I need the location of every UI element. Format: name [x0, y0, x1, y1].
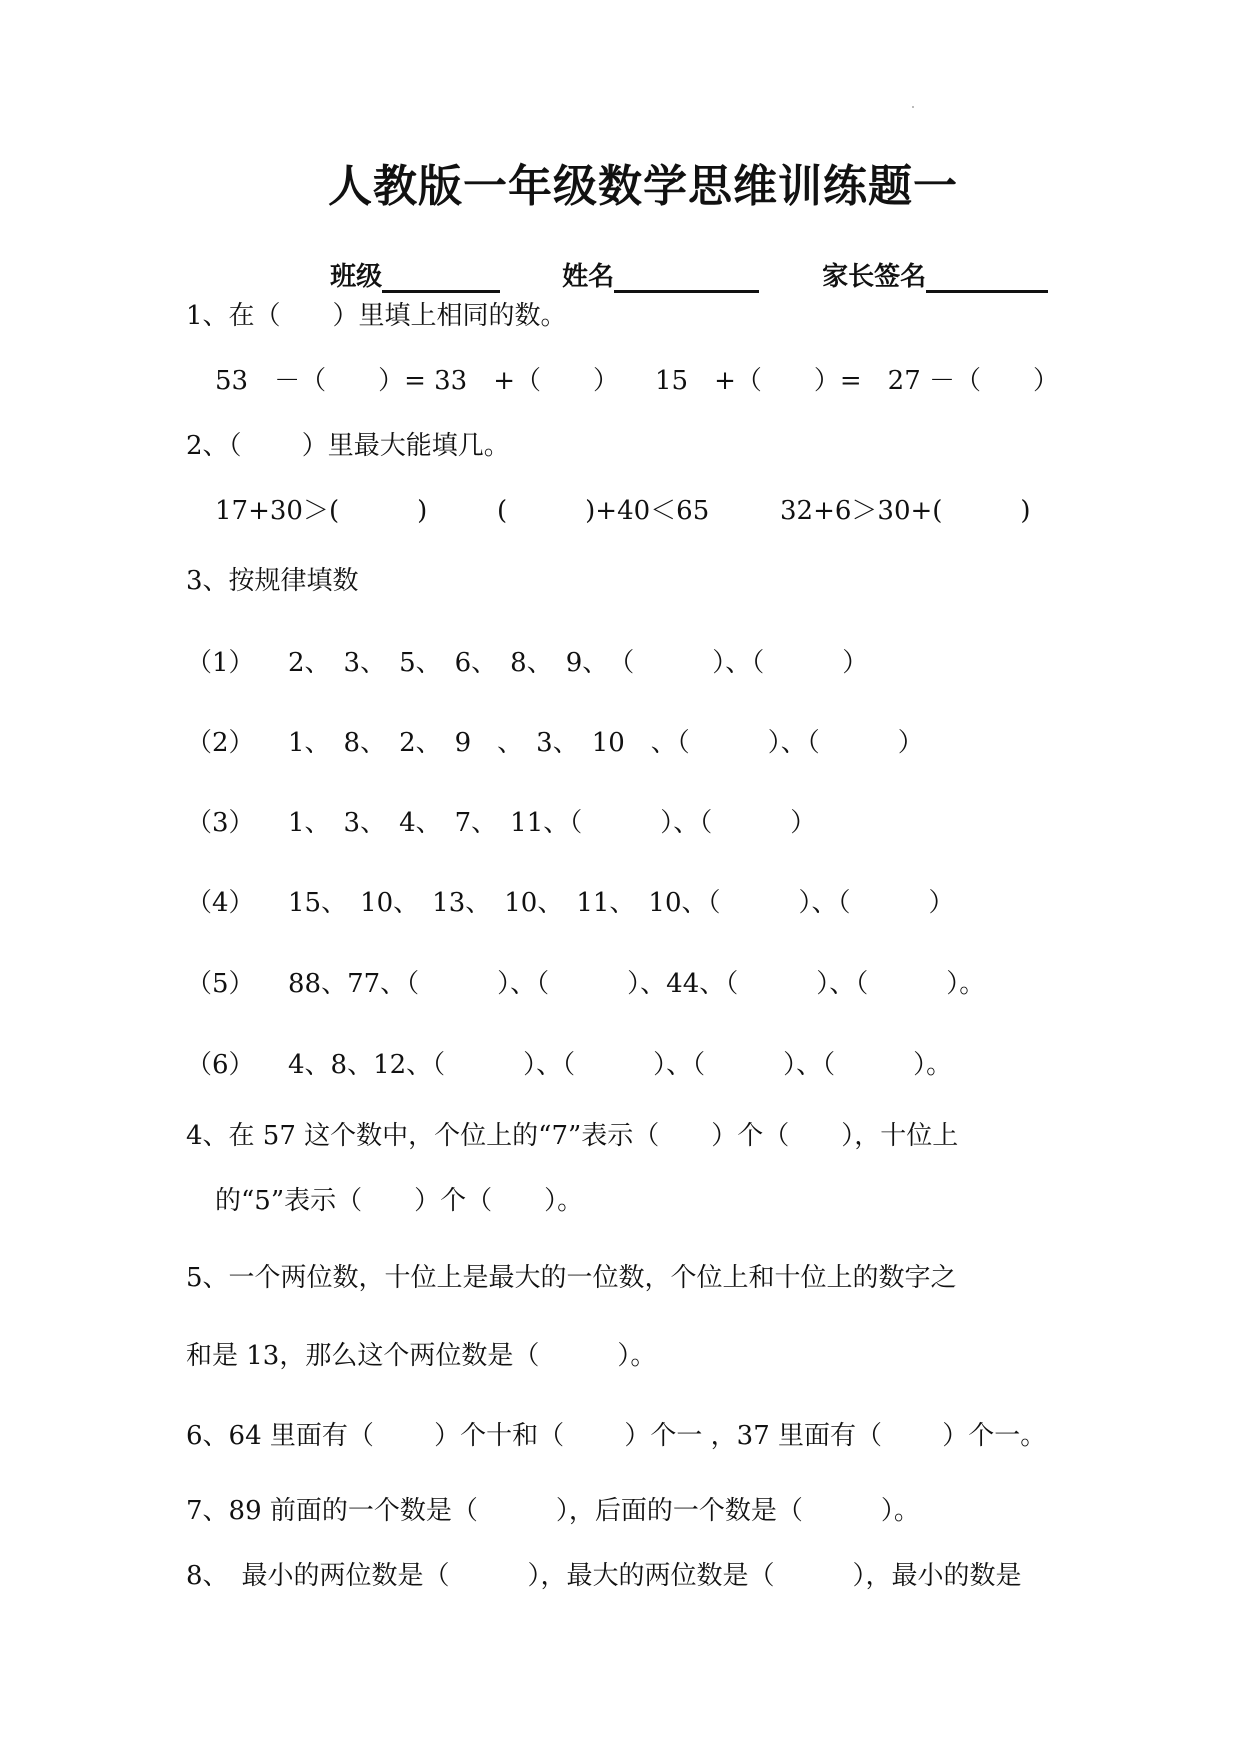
- sequence-row: 1、 3、 4、 7、 11、（ ）、（ ）: [288, 808, 817, 838]
- scan-speck: [912, 106, 914, 108]
- name-field: [544, 226, 759, 293]
- question-2: 2、（ ）里最大能填几。: [186, 431, 510, 461]
- sequence-row: 2、 3、 5、 6、 8、 9、 （ ）、（ ）: [288, 648, 869, 678]
- sequence-row: 15、 10、 13、 10、 11、 10、（ ）、（ ）: [288, 888, 955, 918]
- sequence-label: （4）: [186, 888, 255, 918]
- sequence-label: （5）: [186, 969, 255, 999]
- page-title: 人教版一年级数学思维训练题一: [328, 161, 958, 212]
- sequence-row: 4、8、12、（ ）、（ ）、（ ）、（ ）。: [288, 1050, 953, 1080]
- q2-inequality-b: ( )+40＜65: [497, 496, 710, 526]
- question-6: 6、64 里面有（ ）个十和（ ）个一 ，37 里面有（ ）个一。: [186, 1421, 1047, 1451]
- question-1: 1、在（ ）里填上相同的数。: [186, 301, 567, 331]
- parent-signature-label: 家长签名: [822, 262, 927, 292]
- parent-signature-blank[interactable]: [926, 262, 1048, 293]
- question-4-line-1: 4、在 57 这个数中，个位上的“7”表示（ ）个（ ），十位上: [186, 1121, 959, 1151]
- name-label: 姓名: [562, 262, 615, 292]
- question-7: 7、89 前面的一个数是（ ），后面的一个数是（ ）。: [186, 1496, 920, 1526]
- class-label: 班级: [330, 262, 383, 292]
- parent-signature-field: [804, 226, 1048, 293]
- q2-inequality-a: 17+30＞( ): [215, 496, 428, 526]
- q1-equation-a: 53 －（ ）= 33 +（ ）: [215, 366, 620, 396]
- sequence-label: （1）: [186, 648, 255, 678]
- sequence-row: 88、77、（ ）、（ ）、44、（ ）、（ ）。: [288, 969, 986, 999]
- name-blank[interactable]: [614, 262, 759, 293]
- q2-inequality-c: 32+6＞30+( ): [780, 496, 1031, 526]
- sequence-row: 1、 8、 2、 9 、 3、 10 、（ ）、（ ）: [288, 728, 924, 758]
- q1-equation-b: 15 +（ ）= 27 －（ ）: [655, 366, 1060, 396]
- class-blank[interactable]: [382, 262, 500, 293]
- question-5-line-1: 5、一个两位数，十位上是最大的一位数，个位上和十位上的数字之: [186, 1263, 957, 1293]
- question-4-line-2: 的“5”表示（ ）个（ ）。: [215, 1186, 584, 1216]
- question-5-line-2: 和是 13，那么这个两位数是（ ）。: [186, 1341, 657, 1371]
- sequence-label: （2）: [186, 728, 255, 758]
- sequence-label: （3）: [186, 808, 255, 838]
- sequence-label: （6）: [186, 1050, 255, 1080]
- class-field: [312, 226, 500, 293]
- question-8: 8、 最小的两位数是（ ），最大的两位数是（ ），最小的数是: [186, 1561, 1022, 1591]
- question-3: 3、按规律填数: [186, 566, 359, 596]
